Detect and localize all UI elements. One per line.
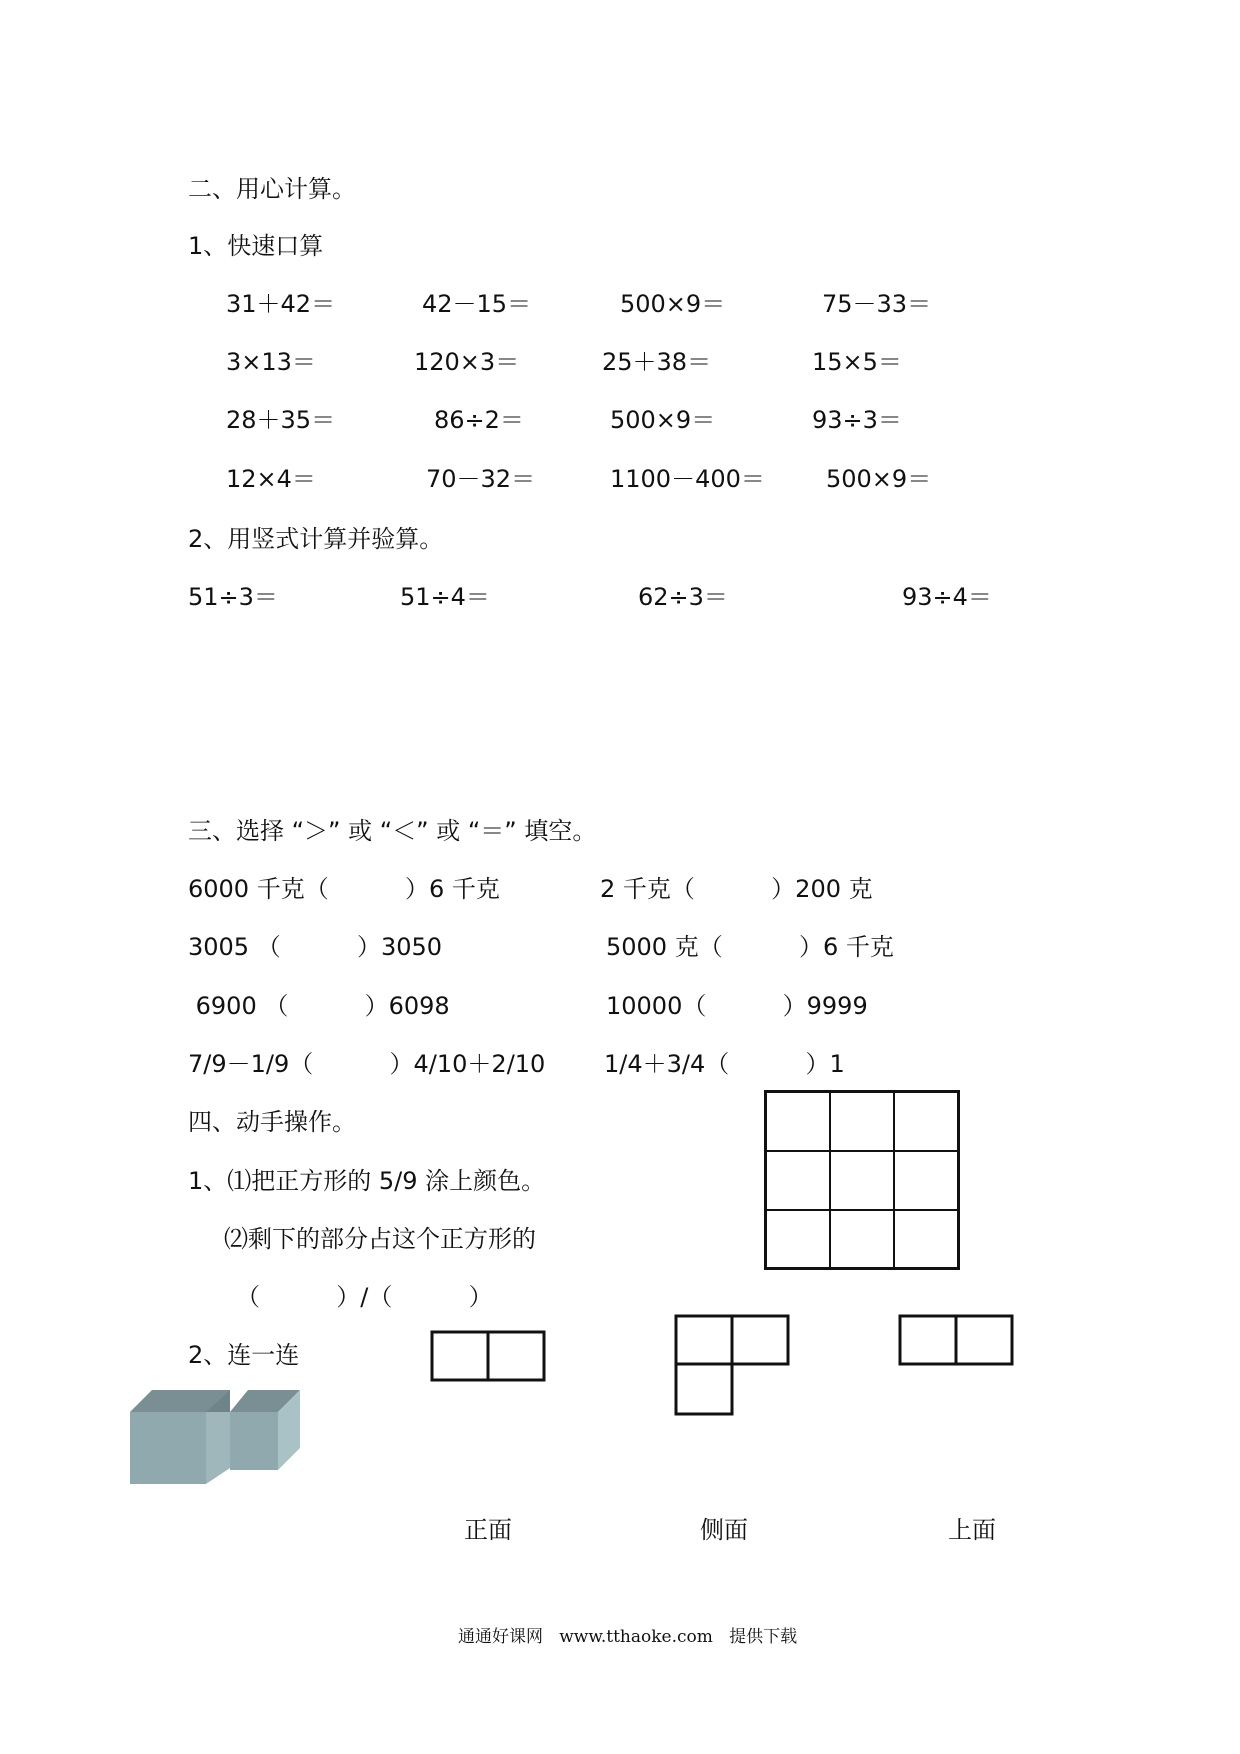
grid-cell[interactable] (766, 1210, 830, 1268)
vertical-item: 93÷4＝ (902, 583, 992, 611)
vertical-item: 51÷4＝ (400, 583, 490, 611)
oral-item: 28＋35＝ (226, 406, 336, 434)
section4-title: 四、动手操作。 (188, 1108, 356, 1136)
l-shape-figure (674, 1314, 792, 1420)
grid-cell[interactable] (830, 1092, 894, 1151)
compare-item: 10000（ ）9999 (606, 992, 868, 1020)
oral-item: 70－32＝ (426, 465, 536, 493)
oral-item: 500×9＝ (620, 290, 726, 318)
color-task-line2: ⑵剩下的部分占这个正方形的 (224, 1225, 536, 1253)
grid-cell[interactable] (766, 1151, 830, 1210)
compare-item: 5000 克（ ）6 千克 (606, 933, 894, 961)
oral-item: 42－15＝ (422, 290, 532, 318)
block-solid-figure (128, 1376, 304, 1486)
compare-item: 2 千克（ ）200 克 (600, 875, 873, 903)
color-task-line1: 1、⑴把正方形的 5/9 涂上颜色。 (188, 1167, 546, 1195)
section3-title: 三、选择 “＞” 或 “＜” 或 “＝” 填空。 (188, 817, 597, 845)
vertical-item: 62÷3＝ (638, 583, 728, 611)
view-label-front: 正面 (464, 1516, 512, 1544)
grid-cell[interactable] (894, 1151, 958, 1210)
vertical-calc-title: 2、用竖式计算并验算。 (188, 525, 444, 553)
section2-title: 二、用心计算。 (188, 175, 356, 203)
oral-item: 25＋38＝ (602, 348, 712, 376)
oral-item: 75－33＝ (822, 290, 932, 318)
compare-item: 1/4＋3/4（ ）1 (604, 1050, 845, 1078)
view-label-side: 侧面 (700, 1516, 748, 1544)
compare-item: 7/9－1/9（ ）4/10＋2/10 (188, 1050, 546, 1078)
connect-task-title: 2、连一连 (188, 1341, 300, 1369)
view-label-top: 上面 (948, 1516, 996, 1544)
front-view-figure (430, 1330, 546, 1384)
grid-cell[interactable] (830, 1210, 894, 1268)
nine-square-grid (764, 1090, 960, 1270)
oral-item: 1100－400＝ (610, 465, 765, 493)
vertical-item: 51÷3＝ (188, 583, 278, 611)
grid-cell[interactable] (894, 1210, 958, 1268)
two-squares-figure (898, 1314, 1014, 1368)
oral-item: 31＋42＝ (226, 290, 336, 318)
oral-item: 3×13＝ (226, 348, 316, 376)
oral-item: 93÷3＝ (812, 406, 902, 434)
oral-item: 500×9＝ (826, 465, 932, 493)
oral-item: 15×5＝ (812, 348, 902, 376)
footer-source: 通通好课网 www.tthaoke.com 提供下载 (458, 1627, 798, 1647)
grid-cell[interactable] (894, 1092, 958, 1151)
oral-calc-title: 1、快速口算 (188, 232, 324, 260)
oral-item: 500×9＝ (610, 406, 716, 434)
compare-item: 6000 千克（ ）6 千克 (188, 875, 500, 903)
fraction-blank: （ ）/（ ） (236, 1283, 493, 1311)
compare-item: 6900 （ ）6098 (188, 992, 450, 1020)
oral-item: 86÷2＝ (434, 406, 524, 434)
oral-item: 120×3＝ (414, 348, 520, 376)
grid-cell[interactable] (830, 1151, 894, 1210)
oral-item: 12×4＝ (226, 465, 316, 493)
compare-item: 3005 （ ）3050 (188, 933, 443, 961)
grid-cell[interactable] (766, 1092, 830, 1151)
